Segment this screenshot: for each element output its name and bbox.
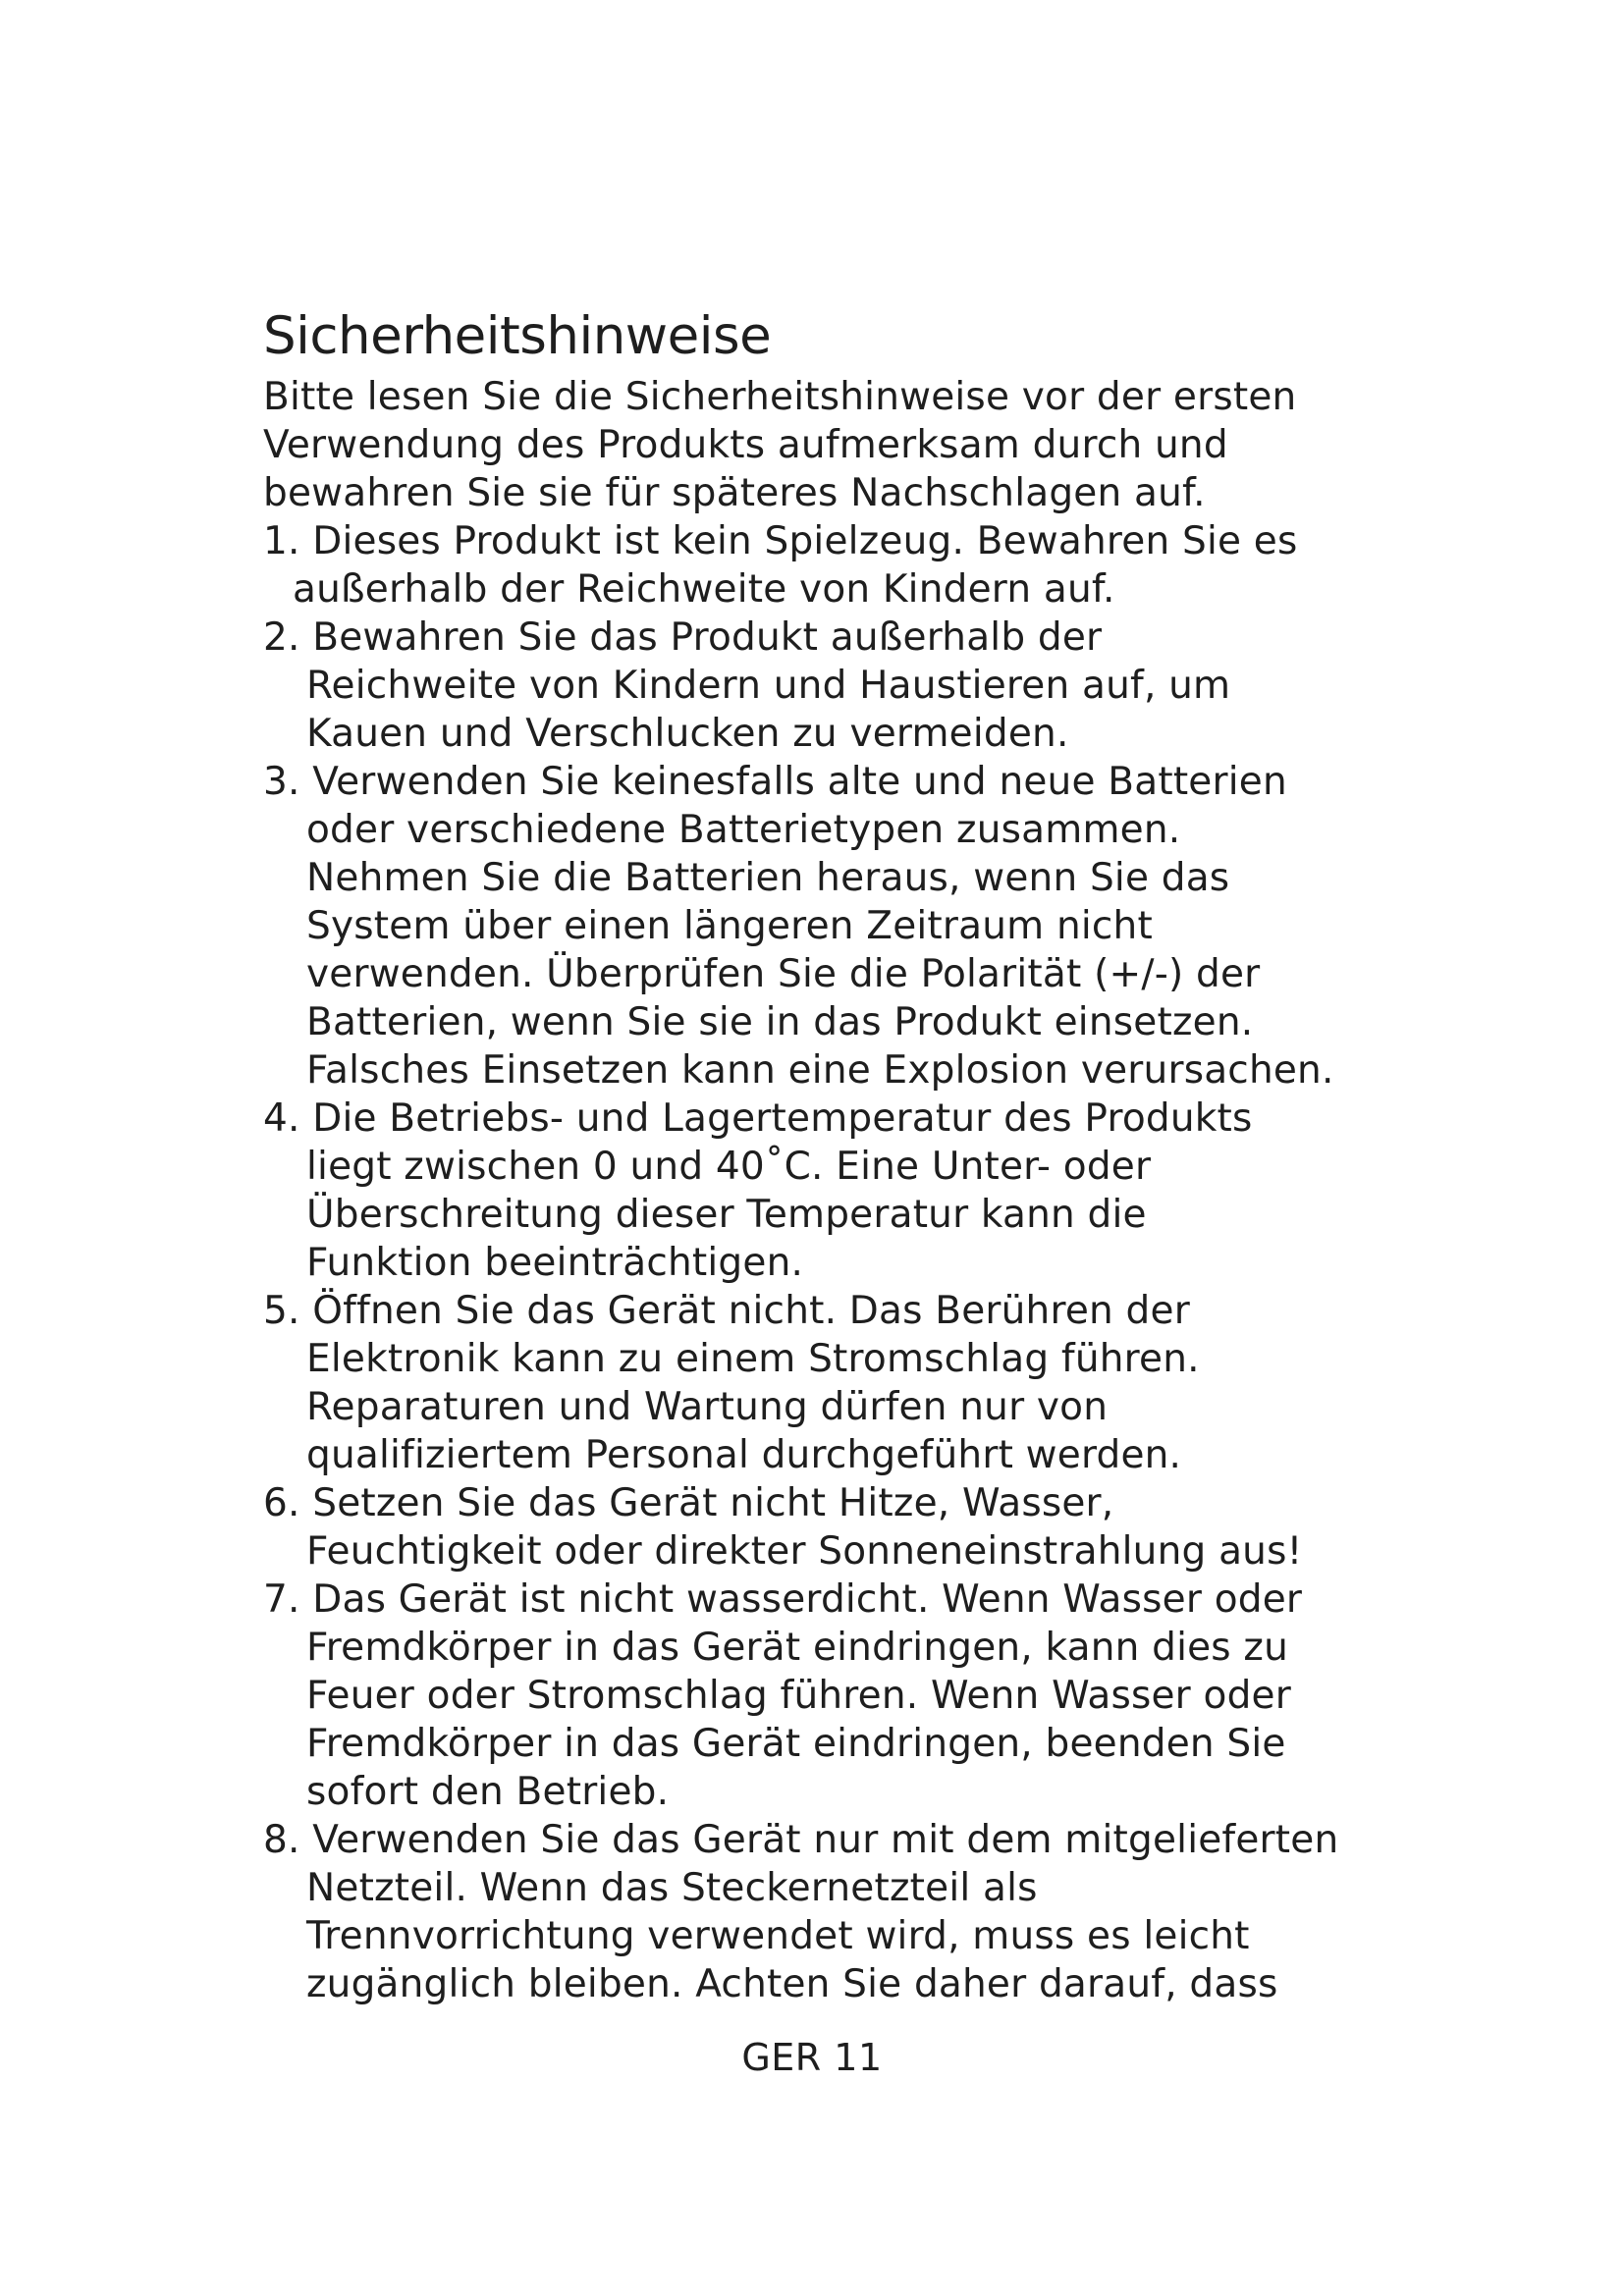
intro-line: Verwendung des Produkts aufmerksam durch und	[263, 423, 1228, 467]
list-item-line: Batterien, wenn Sie sie in das Produkt einsetzen.	[306, 1000, 1254, 1044]
list-item-number: 4.	[263, 1096, 300, 1141]
list-item-text: Setzen Sie das Gerät nicht Hitze, Wasser,	[312, 1481, 1114, 1525]
list-item	[263, 517, 1392, 614]
list-item	[263, 1287, 1392, 1479]
safety-section	[263, 302, 1392, 2008]
list-item-line: Falsches Einsetzen kann eine Explosion verursachen.	[306, 1048, 1334, 1093]
list-item-number: 8.	[263, 1818, 300, 1862]
list-item-line: qualifiziertem Personal durchgeführt werden.	[306, 1433, 1182, 1477]
list-item-line: liegt zwischen 0 und 40˚C. Eine Unter- oder	[306, 1145, 1152, 1189]
list-item-line: Netzteil. Wenn das Steckernetzteil als	[306, 1866, 1038, 1910]
list-item-first-line	[263, 758, 1392, 806]
list-item-line: System über einen längeren Zeitraum nicht	[306, 904, 1153, 948]
list-item-line: verwenden. Überprüfen Sie die Polarität (+/-) der	[306, 952, 1261, 996]
list-item-line: Kauen und Verschlucken zu vermeiden.	[306, 712, 1069, 756]
list-item-number: 7.	[263, 1577, 300, 1622]
list-item-first-line	[263, 517, 1392, 565]
list-item-line: Fremdkörper in das Gerät eindringen, beenden Sie	[306, 1722, 1286, 1766]
list-item-number: 6.	[263, 1481, 300, 1525]
list-item-text: Das Gerät ist nicht wasserdicht. Wenn Wasser oder	[312, 1577, 1303, 1622]
list-item-number: 3.	[263, 760, 300, 804]
list-item-text: Die Betriebs- und Lagertemperatur des Produkts	[312, 1096, 1253, 1141]
list-item-first-line	[263, 614, 1392, 662]
list-item-first-line	[263, 1575, 1392, 1624]
list-item-line: Nehmen Sie die Batterien heraus, wenn Sie das	[306, 856, 1230, 900]
list-item-text: Dieses Produkt ist kein Spielzeug. Bewahren Sie es	[312, 519, 1298, 563]
list-item	[263, 1575, 1392, 1816]
list-item-line: Überschreitung dieser Temperatur kann die	[306, 1193, 1147, 1237]
list-item-line: oder verschiedene Batterietypen zusammen.	[306, 808, 1181, 852]
list-item-line: Reparaturen und Wartung dürfen nur von	[306, 1385, 1109, 1429]
safety-list	[263, 517, 1392, 2008]
list-item-number: 2.	[263, 615, 300, 660]
list-item-number: 5.	[263, 1289, 300, 1333]
list-item-first-line	[263, 1479, 1392, 1527]
list-item-line: Feuer oder Stromschlag führen. Wenn Wasser oder	[306, 1674, 1291, 1718]
list-item-line: Feuchtigkeit oder direkter Sonneneinstrahlung aus!	[306, 1529, 1303, 1574]
list-item	[263, 758, 1392, 1095]
list-item-line: sofort den Betrieb.	[306, 1770, 670, 1814]
list-item-line: Elektronik kann zu einem Stromschlag führen.	[306, 1337, 1200, 1381]
list-item	[263, 1816, 1392, 2008]
list-item	[263, 614, 1392, 758]
list-item-text: Bewahren Sie das Produkt außerhalb der	[312, 615, 1103, 660]
list-item-text: Öffnen Sie das Gerät nicht. Das Berühren der	[312, 1289, 1190, 1333]
list-item	[263, 1479, 1392, 1575]
intro-line: bewahren Sie sie für späteres Nachschlagen auf.	[263, 471, 1206, 515]
list-item-line: Fremdkörper in das Gerät eindringen, kann dies zu	[306, 1626, 1289, 1670]
list-item-first-line	[263, 1816, 1392, 1864]
intro-paragraph	[263, 373, 1392, 517]
intro-line: Bitte lesen Sie die Sicherheitshinweise vor der ersten	[263, 375, 1297, 419]
list-item-line: Trennvorrichtung verwendet wird, muss es leicht	[306, 1914, 1250, 1958]
list-item-line: Funktion beeinträchtigen.	[306, 1241, 804, 1285]
list-item-text: Verwenden Sie das Gerät nur mit dem mitgelieferten	[312, 1818, 1339, 1862]
page-number: GER 11	[741, 2036, 883, 2079]
list-item-number: 1.	[263, 519, 300, 563]
list-item-text: Verwenden Sie keinesfalls alte und neue Batterien	[312, 760, 1287, 804]
list-item-first-line	[263, 1287, 1392, 1335]
list-item-line: außerhalb der Reichweite von Kindern auf.	[293, 567, 1115, 612]
page-title: Sicherheitshinweise	[263, 306, 772, 366]
list-item-first-line	[263, 1095, 1392, 1143]
list-item	[263, 1095, 1392, 1287]
list-item-line: Reichweite von Kindern und Haustieren auf, um	[306, 664, 1231, 708]
list-item-line: zugänglich bleiben. Achten Sie daher darauf, dass	[306, 1962, 1278, 2006]
